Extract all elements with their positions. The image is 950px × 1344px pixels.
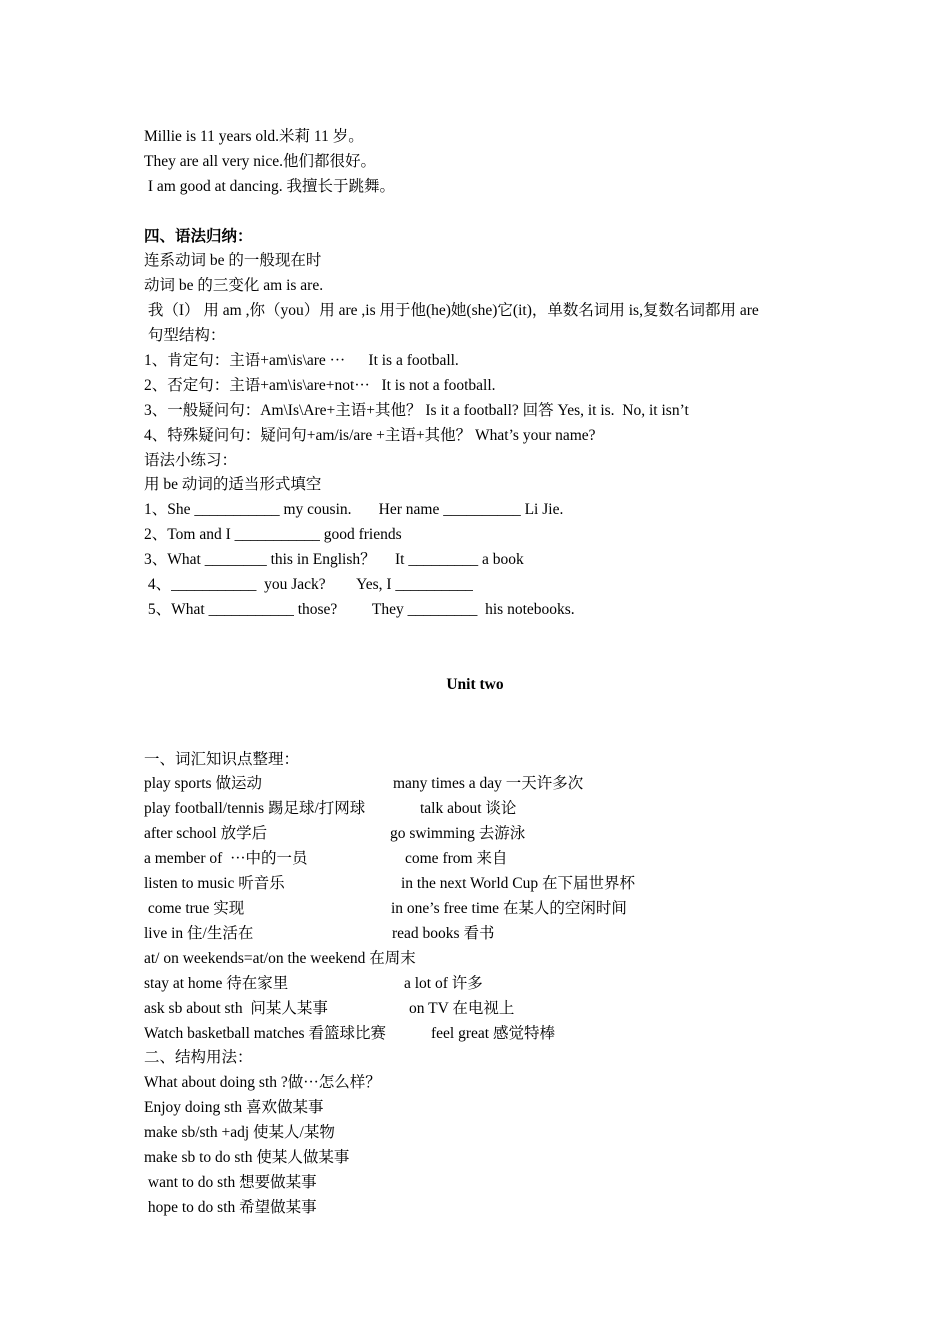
vocab-left: ask sb about sth 问某人某事 <box>144 1000 328 1017</box>
grammar-line: 句型结构： <box>144 327 226 344</box>
vocab-right: many times a day 一天许多次 <box>393 775 584 792</box>
vocab-right: in one’s free time 在某人的空闲时间 <box>391 900 627 917</box>
structure-line: make sb to do sth 使某人做某事 <box>144 1149 350 1166</box>
vocab-left: play football/tennis 踢足球/打网球 <box>144 800 366 817</box>
grammar-line: 连系动词 be 的一般现在时 <box>144 252 322 269</box>
vocab-right: go swimming 去游泳 <box>390 825 526 842</box>
unit-title: Unit two <box>446 676 504 693</box>
exercise-line: 5、What ___________ those? They _________ his notebooks. <box>144 601 575 618</box>
vocab-left: after school 放学后 <box>144 825 268 842</box>
exercise-line: 2、Tom and I ___________ good friends <box>144 526 402 543</box>
vocab-left: at/ on weekends=at/on the weekend 在周末 <box>144 950 416 967</box>
vocab-left: come true 实现 <box>144 900 245 917</box>
example-line-2: They are all very nice.他们都很好。 <box>144 153 376 170</box>
grammar-line: 2、否定句：主语+am\is\are+not··· It is not a football. <box>144 377 496 394</box>
grammar-line: 用 be 动词的适当形式填空 <box>144 476 322 493</box>
vocab-left: a member of ···中的一员 <box>144 850 308 867</box>
grammar-line: 语法小练习： <box>144 452 238 469</box>
vocab-left: listen to music 听音乐 <box>144 875 285 892</box>
exercise-line: 1、She ___________ my cousin. Her name __________ Li Jie. <box>144 501 564 518</box>
grammar-line: 1、肯定句：主语+am\is\are ··· It is a football. <box>144 352 459 369</box>
grammar-line: 动词 be 的三变化 am is are. <box>144 277 324 294</box>
exercise-line: 3、What ________ this in English？ It _________ a book <box>144 551 524 568</box>
vocab-left: stay at home 待在家里 <box>144 975 289 992</box>
vocab-right: a lot of 许多 <box>404 975 483 992</box>
example-line-1: Millie is 11 years old.米莉 11 岁。 <box>144 128 364 145</box>
vocab-right: in the next World Cup 在下届世界杯 <box>401 875 635 892</box>
vocab-right: on TV 在电视上 <box>409 1000 515 1017</box>
exercise-line: 4、___________ you Jack? Yes, I __________ <box>144 576 473 593</box>
grammar-heading: 四、语法归纳： <box>144 228 253 245</box>
vocab-right: talk about 谈论 <box>420 800 517 817</box>
example-line-3: I am good at dancing. 我擅长于跳舞。 <box>144 178 395 195</box>
vocab-right: come from 来自 <box>405 850 508 867</box>
vocab-right: read books 看书 <box>392 925 495 942</box>
vocab-right: feel great 感觉特棒 <box>431 1025 555 1042</box>
structure-line: Enjoy doing sth 喜欢做某事 <box>144 1099 324 1116</box>
grammar-line: 我（I） 用 am ,你（you）用 are ,is 用于他(he)她(she)它(it)，单数名词用 is,复数名词都用 are <box>144 302 759 319</box>
structure-line: hope to do sth 希望做某事 <box>144 1199 317 1216</box>
vocab-left: play sports 做运动 <box>144 775 262 792</box>
vocab-left: live in 住/生活在 <box>144 925 254 942</box>
structure-line: want to do sth 想要做某事 <box>144 1174 317 1191</box>
vocab-left: Watch basketball matches 看篮球比赛 <box>144 1025 386 1042</box>
structure-line: What about doing sth ?做···怎么样？ <box>144 1074 381 1091</box>
vocab-heading: 一、词汇知识点整理： <box>144 751 300 768</box>
grammar-line: 4、特殊疑问句：疑问句+am/is/are +主语+其他？ What’s your name? <box>144 427 596 444</box>
structure-heading: 二、结构用法： <box>144 1049 253 1066</box>
grammar-line: 3、一般疑问句：Am\Is\Are+主语+其他？ Is it a football? 回答 Yes, it is. No, it isn’t <box>144 402 689 419</box>
structure-line: make sb/sth +adj 使某人/某物 <box>144 1124 335 1141</box>
